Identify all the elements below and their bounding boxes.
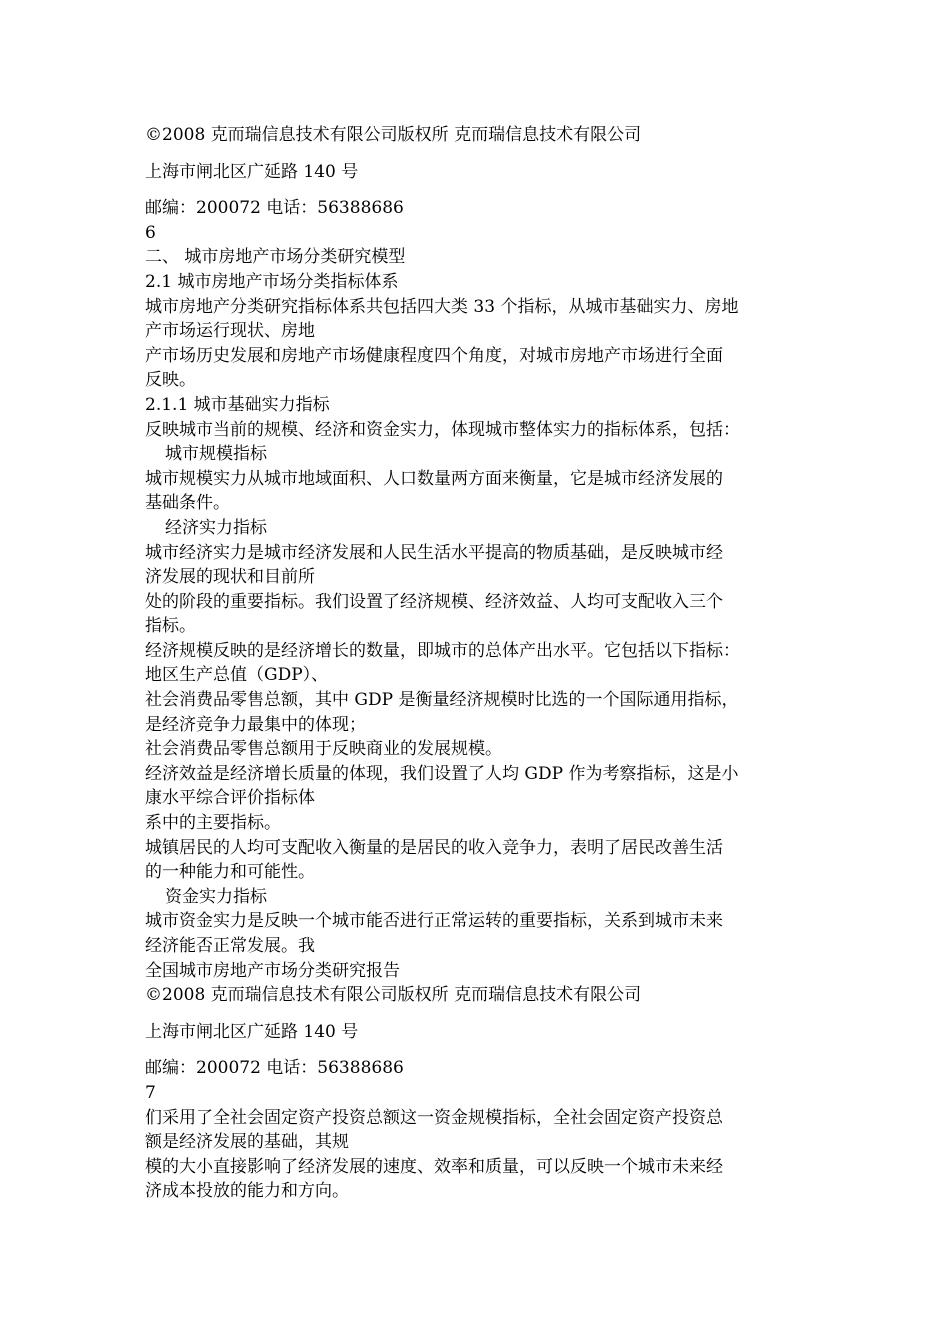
- paragraph-line: 康水平综合评价指标体: [145, 788, 315, 809]
- section-subheading: 2.1 城市房地产市场分类指标体系: [145, 271, 399, 292]
- paragraph-line: 社会消费品零售总额，其中 GDP 是衡量经济规模时比选的一个国际通用指标，: [145, 690, 739, 711]
- item-title-economy: 经济实力指标: [165, 517, 267, 538]
- copyright-line: ©2008 克而瑞信息技术有限公司版权所 克而瑞信息技术有限公司: [145, 985, 642, 1006]
- paragraph-line: 地区生产总值（GDP）、: [145, 665, 329, 686]
- paragraph-line: 系中的主要指标。: [145, 813, 281, 834]
- address-line: 上海市闸北区广延路 140 号: [145, 161, 359, 182]
- paragraph-line: 是经济竞争力最集中的体现；: [145, 714, 366, 735]
- section-heading: 二、 城市房地产市场分类研究模型: [145, 247, 406, 268]
- page-number: 6: [145, 222, 156, 243]
- paragraph-line: 产市场历史发展和房地产市场健康程度四个角度，对城市房地产市场进行全面: [145, 345, 723, 366]
- paragraph-line: 城市资金实力是反映一个城市能否进行正常运转的重要指标，关系到城市未来: [145, 911, 723, 932]
- paragraph-line: 处的阶段的重要指标。我们设置了经济规模、经济效益、人均可支配收入三个: [145, 591, 723, 612]
- document-body: [145, 123, 825, 1204]
- paragraph-line: 济成本投放的能力和方向。: [145, 1181, 349, 1202]
- paragraph-line: 反映城市当前的规模、经济和资金实力，体现城市整体实力的指标体系，包括：: [145, 419, 740, 440]
- paragraph-line: 济发展的现状和目前所: [145, 567, 315, 588]
- copyright-line: ©2008 克而瑞信息技术有限公司版权所 克而瑞信息技术有限公司: [145, 125, 642, 145]
- section-subsubheading: 2.1.1 城市基础实力指标: [145, 394, 330, 415]
- report-title: 全国城市房地产市场分类研究报告: [145, 960, 400, 981]
- paragraph-line: 基础条件。: [145, 493, 230, 514]
- item-title-scale: 城市规模指标: [165, 444, 267, 465]
- item-title-capital: 资金实力指标: [165, 886, 267, 907]
- page-number: 7: [145, 1082, 156, 1103]
- paragraph-line: 模的大小直接影响了经济发展的速度、效率和质量，可以反映一个城市未来经: [145, 1156, 723, 1177]
- paragraph-line: 城市房地产分类研究指标体系共包括四大类 33 个指标，从城市基础实力、房地: [145, 296, 739, 317]
- paragraph-line: 城市经济实力是城市经济发展和人民生活水平提高的物质基础，是反映城市经: [145, 542, 723, 563]
- paragraph-line: 反映。: [145, 370, 196, 391]
- paragraph-line: 的一种能力和可能性。: [145, 862, 315, 883]
- address-line: 上海市闸北区广延路 140 号: [145, 1021, 359, 1042]
- paragraph-line: 经济效益是经济增长质量的体现，我们设置了人均 GDP 作为考察指标，这是小: [145, 763, 739, 784]
- paragraph-line: 额是经济发展的基础，其规: [145, 1132, 349, 1153]
- contact-line: 邮编：200072 电话：56388686: [145, 198, 404, 219]
- paragraph-line: 社会消费品零售总额用于反映商业的发展规模。: [145, 739, 502, 760]
- paragraph-line: 城镇居民的人均可支配收入衡量的是居民的收入竞争力，表明了居民改善生活: [145, 837, 723, 858]
- paragraph-line: 经济规模反映的是经济增长的数量，即城市的总体产出水平。它包括以下指标：: [145, 640, 740, 661]
- paragraph-line: 们采用了全社会固定资产投资总额这一资金规模指标，全社会固定资产投资总: [145, 1107, 723, 1128]
- contact-line: 邮编：200072 电话：56388686: [145, 1058, 404, 1079]
- paragraph-line: 城市规模实力从城市地域面积、人口数量两方面来衡量，它是城市经济发展的: [145, 468, 723, 489]
- paragraph-line: 经济能否正常发展。我: [145, 936, 315, 956]
- paragraph-line: 产市场运行现状、房地: [145, 321, 315, 342]
- paragraph-line: 指标。: [145, 616, 196, 637]
